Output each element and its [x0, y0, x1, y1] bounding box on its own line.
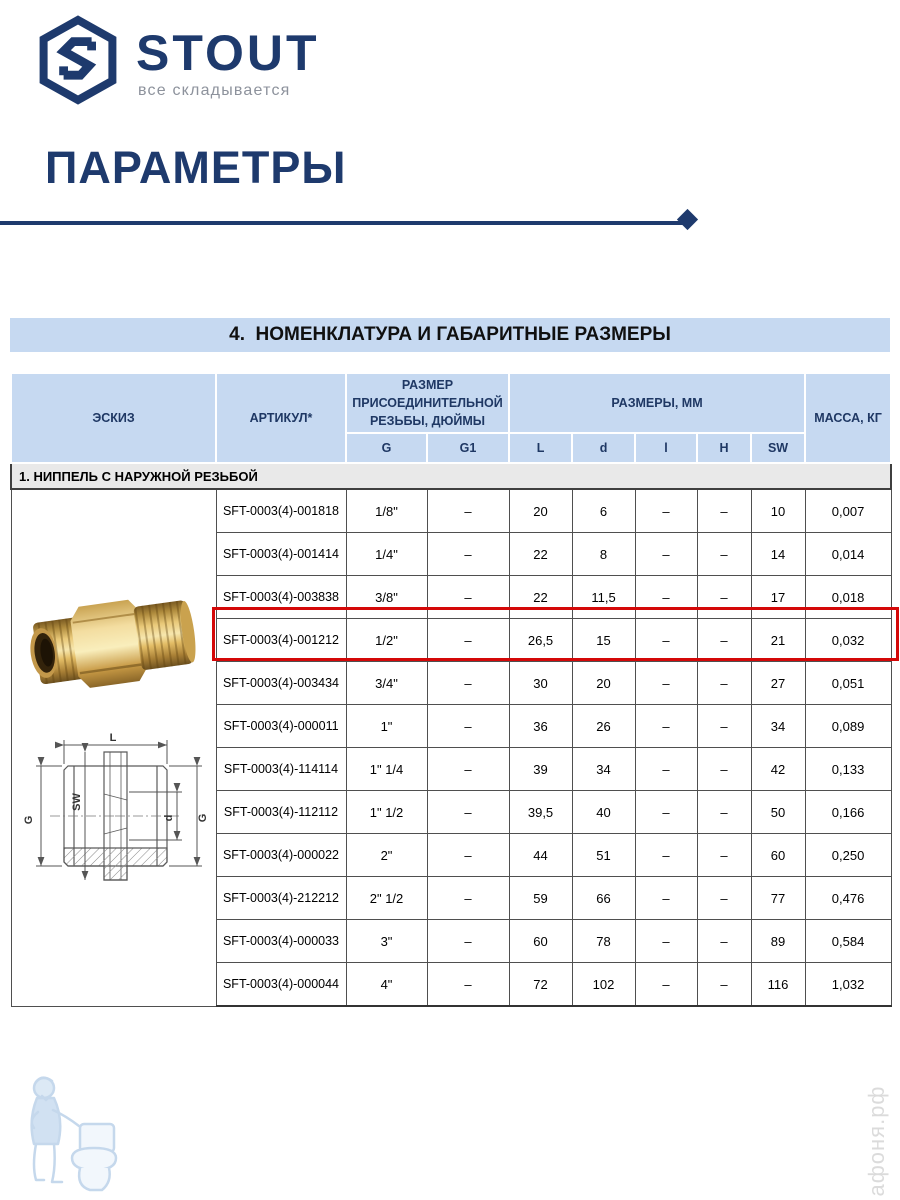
- table-row: [11, 489, 891, 533]
- table-cell: –: [697, 920, 751, 963]
- site-watermark: афоня.рф: [864, 1085, 889, 1197]
- table-cell: 34: [572, 748, 635, 791]
- dim-label-L: L: [109, 732, 117, 744]
- col-header-g1: G1: [427, 433, 509, 463]
- dim-label-G-right: G: [197, 813, 209, 823]
- col-header-dims-group: РАЗМЕРЫ, ММ: [509, 373, 805, 433]
- table-cell: 10: [751, 489, 805, 533]
- table-cell: 8: [572, 533, 635, 576]
- table-cell: 36: [509, 705, 572, 748]
- table-cell: –: [697, 705, 751, 748]
- table-cell: –: [635, 791, 697, 834]
- group-row: [11, 463, 891, 489]
- hexagon-s-icon: [38, 14, 118, 106]
- table-cell: SFT-0003(4)-112112: [216, 791, 346, 834]
- table-cell: SFT-0003(4)-000011: [216, 705, 346, 748]
- table-cell: 60: [509, 920, 572, 963]
- table-cell: 50: [751, 791, 805, 834]
- table-cell: –: [427, 748, 509, 791]
- col-header-article: АРТИКУЛ*: [216, 373, 346, 463]
- table-cell: –: [635, 877, 697, 920]
- table-cell: 15: [572, 619, 635, 662]
- table-cell: –: [697, 489, 751, 533]
- table-cell: 51: [572, 834, 635, 877]
- table-cell: –: [635, 963, 697, 1007]
- table-cell: 27: [751, 662, 805, 705]
- table-cell: 1" 1/4: [346, 748, 427, 791]
- title-rule: [0, 221, 686, 225]
- table-cell: 2": [346, 834, 427, 877]
- table-cell: SFT-0003(4)-000022: [216, 834, 346, 877]
- table-cell: 22: [509, 576, 572, 619]
- table-cell: 20: [509, 489, 572, 533]
- col-header-g: G: [346, 433, 427, 463]
- table-cell: –: [697, 791, 751, 834]
- table-cell: 116: [751, 963, 805, 1007]
- table-cell: SFT-0003(4)-212212: [216, 877, 346, 920]
- table-cell: 0,007: [805, 489, 891, 533]
- product-photo: [26, 558, 204, 728]
- table-cell: 1,032: [805, 963, 891, 1007]
- table-cell: 0,166: [805, 791, 891, 834]
- table-cell: –: [697, 533, 751, 576]
- table-cell: –: [427, 963, 509, 1007]
- table-cell: SFT-0003(4)-001414: [216, 533, 346, 576]
- table-cell: 3/8": [346, 576, 427, 619]
- table-cell: 44: [509, 834, 572, 877]
- col-header-mass: МАССА, КГ: [805, 373, 891, 463]
- table-cell: SFT-0003(4)-000044: [216, 963, 346, 1007]
- table-cell: –: [635, 705, 697, 748]
- table-cell: 26,5: [509, 619, 572, 662]
- table-cell: –: [427, 489, 509, 533]
- table-cell: 0,014: [805, 533, 891, 576]
- table-cell: 39: [509, 748, 572, 791]
- table-cell: 4": [346, 963, 427, 1007]
- table-cell: 6: [572, 489, 635, 533]
- brand-logo: [38, 14, 320, 106]
- table-cell: –: [697, 748, 751, 791]
- table-cell: 0,476: [805, 877, 891, 920]
- table-cell: SFT-0003(4)-001818: [216, 489, 346, 533]
- table-cell: –: [427, 920, 509, 963]
- brand-tagline: все складывается: [138, 82, 291, 99]
- table-cell: 1/8": [346, 489, 427, 533]
- table-cell: 21: [751, 619, 805, 662]
- table-cell: –: [697, 834, 751, 877]
- table-cell: 1" 1/2: [346, 791, 427, 834]
- table-cell: 0,089: [805, 705, 891, 748]
- table-cell: SFT-0003(4)-003838: [216, 576, 346, 619]
- group-row-label: 1. НИППЕЛЬ С НАРУЖНОЙ РЕЗЬБОЙ: [11, 463, 891, 489]
- page-title: ПАРАМЕТРЫ: [45, 142, 347, 193]
- table-cell: –: [635, 533, 697, 576]
- table-cell: SFT-0003(4)-114114: [216, 748, 346, 791]
- table-cell: –: [427, 791, 509, 834]
- table-cell: –: [427, 705, 509, 748]
- section-header: [10, 318, 890, 352]
- table-cell: –: [427, 877, 509, 920]
- table-cell: 77: [751, 877, 805, 920]
- rule-diamond-icon: [677, 209, 698, 230]
- table-cell: –: [427, 533, 509, 576]
- col-header-h: H: [697, 433, 751, 463]
- table-cell: 60: [751, 834, 805, 877]
- table-cell: 66: [572, 877, 635, 920]
- table-cell: –: [697, 963, 751, 1007]
- table-cell: 0,584: [805, 920, 891, 963]
- table-cell: 3": [346, 920, 427, 963]
- dim-label-G-left: G: [23, 815, 35, 825]
- table-header-row: [11, 373, 891, 433]
- table-cell: 89: [751, 920, 805, 963]
- table-cell: –: [635, 920, 697, 963]
- table-cell: SFT-0003(4)-001212: [216, 619, 346, 662]
- table-cell: 30: [509, 662, 572, 705]
- col-header-sw: SW: [751, 433, 805, 463]
- col-header-l-small: l: [635, 433, 697, 463]
- table-cell: –: [427, 619, 509, 662]
- table-cell: 0,032: [805, 619, 891, 662]
- table-cell: –: [427, 576, 509, 619]
- table-cell: 1/4": [346, 533, 427, 576]
- table-cell: 26: [572, 705, 635, 748]
- table-cell: 11,5: [572, 576, 635, 619]
- table-cell: 42: [751, 748, 805, 791]
- table-cell: 1/2": [346, 619, 427, 662]
- table-cell: –: [697, 662, 751, 705]
- table-cell: 22: [509, 533, 572, 576]
- table-cell: SFT-0003(4)-000033: [216, 920, 346, 963]
- table-cell: 72: [509, 963, 572, 1007]
- col-header-sketch: ЭСКИЗ: [11, 373, 216, 463]
- table-cell: –: [635, 662, 697, 705]
- table-cell: –: [635, 576, 697, 619]
- dim-label-d: d: [163, 814, 175, 822]
- table-cell: –: [427, 834, 509, 877]
- table-cell: –: [697, 619, 751, 662]
- table-cell: 34: [751, 705, 805, 748]
- table-cell: 17: [751, 576, 805, 619]
- table-cell: 20: [572, 662, 635, 705]
- table-cell: 14: [751, 533, 805, 576]
- table-cell: 3/4": [346, 662, 427, 705]
- table-cell: 0,133: [805, 748, 891, 791]
- table-cell: –: [635, 834, 697, 877]
- col-header-d: d: [572, 433, 635, 463]
- technical-drawing: [22, 730, 210, 906]
- section-title: 4. НОМЕНКЛАТУРА И ГАБАРИТНЫЕ РАЗМЕРЫ: [229, 324, 671, 345]
- table-cell: –: [697, 877, 751, 920]
- table-cell: –: [635, 748, 697, 791]
- table-cell: –: [635, 619, 697, 662]
- table-cell: –: [697, 576, 751, 619]
- table-cell: –: [427, 662, 509, 705]
- col-header-thread-group: РАЗМЕР ПРИСОЕДИНИТЕЛЬНОЙ РЕЗЬБЫ, ДЮЙМЫ: [346, 373, 509, 433]
- table-cell: 1": [346, 705, 427, 748]
- dim-label-SW: SW: [71, 793, 83, 811]
- table-cell: –: [635, 489, 697, 533]
- col-header-l: L: [509, 433, 572, 463]
- table-cell: 2" 1/2: [346, 877, 427, 920]
- plumber-watermark-icon: [6, 1068, 141, 1196]
- table-cell: 78: [572, 920, 635, 963]
- table-cell: 0,051: [805, 662, 891, 705]
- table-cell: 39,5: [509, 791, 572, 834]
- table-cell: 40: [572, 791, 635, 834]
- table-cell: 59: [509, 877, 572, 920]
- table-cell: 0,018: [805, 576, 891, 619]
- table-cell: 0,250: [805, 834, 891, 877]
- brand-name: STOUT: [136, 25, 320, 81]
- table-cell: 102: [572, 963, 635, 1007]
- table-cell: SFT-0003(4)-003434: [216, 662, 346, 705]
